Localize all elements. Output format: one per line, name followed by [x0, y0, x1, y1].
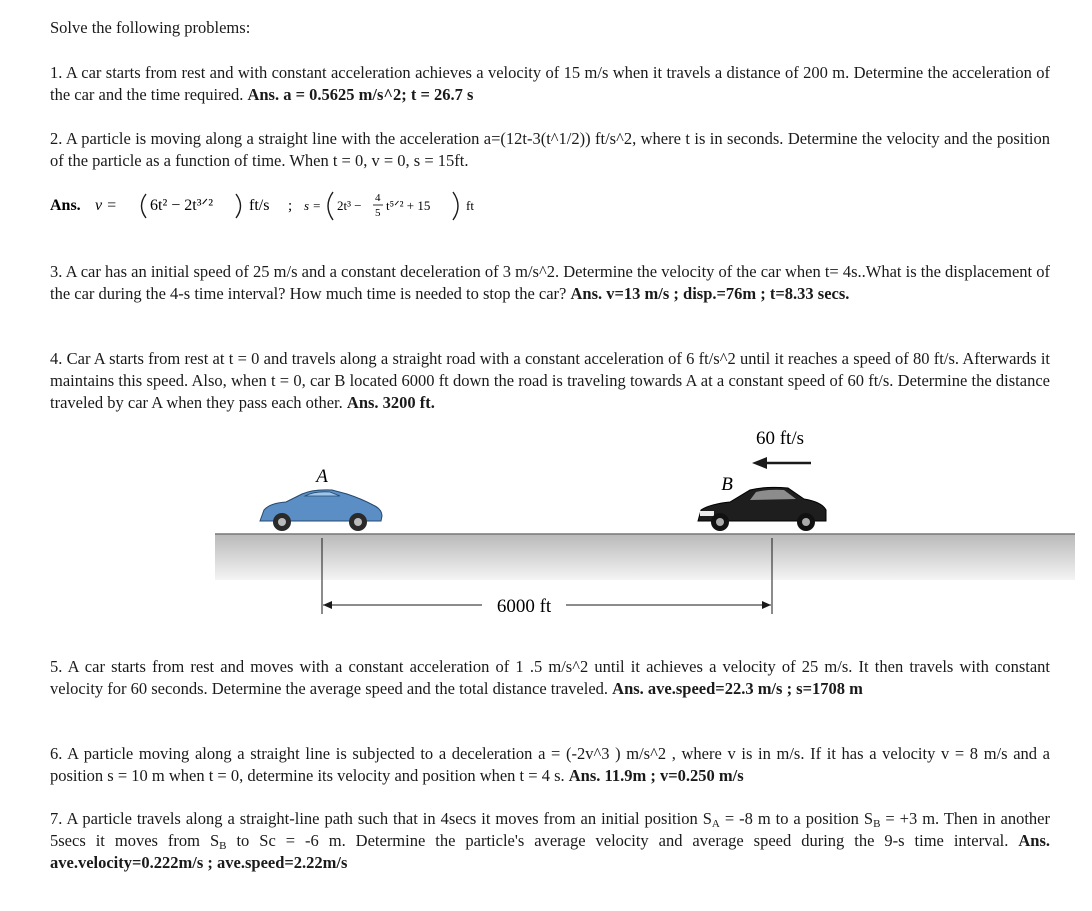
problem-1-text: 1. A car starts from rest and with constant acceleration achieves a velocity of 15 m/s when it travels a distance of 200 m. Determine the acceleration of the car and the time required.: [50, 63, 1050, 104]
problem-2: [50, 128, 1050, 172]
problem-3: [50, 261, 1050, 305]
problem-3-text: 3. A car has an initial speed of 25 m/s and a constant deceleration of 3 m/s^2. Determine the velocity of the car when t= 4s..What is the displacement of the car during the 4-s time interval? How much time is needed to stop the car?: [50, 262, 1050, 303]
label-a: A: [316, 466, 328, 487]
page-title: Solve the following problems:: [50, 18, 251, 37]
subscript-a: A: [711, 818, 720, 830]
problem-3-answer: Ans. v=13 m/s ; disp.=76m ; t=8.33 secs.: [570, 284, 850, 303]
problem-4: [50, 348, 1050, 414]
problem-4-answer: Ans. 3200 ft.: [346, 393, 435, 412]
eq-v-prefix: v =: [95, 197, 117, 214]
problem-7-text-b: = -8 m to a position S: [719, 809, 874, 828]
eq-s-prefix: s =: [304, 198, 322, 213]
problem-7-answer: Ans. ave.velocity=0.222m/s ; ave.speed=2.22m/s: [50, 831, 1050, 872]
distance-label: 6000 ft: [496, 596, 552, 617]
problem-1: [50, 62, 1050, 106]
velocity-arrow: [752, 457, 767, 469]
eq-separator: ;: [288, 198, 293, 214]
problem-5: [50, 656, 1050, 700]
speed-label: 60 ft/s: [755, 428, 805, 449]
problem-4-text: 4. Car A starts from rest at t = 0 and travels along a straight road with a constant acceleration of 6 ft/s^2 until it reaches a speed of 80 ft/s. Afterwards it maintains this speed. Also, when t = 0, car B located 6000 ft down the road is traveling towards A at a constant speed of 60 ft/s. Determine the distance traveled by car A when they pass each other.: [50, 349, 1050, 412]
problem-6: [50, 743, 1050, 787]
problem-7: [50, 808, 1050, 874]
eq-s-unit: ft: [466, 198, 474, 213]
problem-6-answer: Ans. 11.9m ; v=0.250 m/s: [568, 766, 744, 785]
eq-v-body: 6t² − 2t³ᐟ²: [150, 197, 214, 214]
problem-2-text: 2. A particle is moving along a straight line with the acceleration a=(12t-3(t^1/2)) ft/s^2, where t is in seconds. Determine the velocity and the position of the particle as a function of time. When t = 0, v = 0, s = 15ft.: [50, 129, 1050, 170]
subscript-b: B: [873, 818, 881, 830]
car-a-image: [260, 490, 382, 531]
label-b: B: [721, 474, 733, 495]
eq-s-den: 5: [375, 207, 381, 219]
eq-v-unit: ft/s: [249, 197, 270, 214]
eq-s-a: 2t³ −: [337, 198, 362, 213]
problem-7-text-c: = +3 m. Then in another 5secs it moves from S: [50, 809, 1050, 850]
problem-5-text: 5. A car starts from rest and moves with a constant acceleration of 1 .5 m/s^2 until it achieves a velocity of 25 m/s. It then travels with constant velocity for 60 seconds. Determine the average speed and the total distance traveled.: [50, 657, 1050, 698]
subscript-b-2: B: [219, 840, 227, 852]
eq-s-num: 4: [375, 192, 381, 204]
problem-7-text-d: to Sc = -6 m. Determine the particle's average velocity and average speed during the 9-s time interval.: [226, 831, 1009, 850]
car-b-image: [698, 487, 826, 531]
eq-s-b: t⁵ᐟ² + 15: [386, 198, 431, 213]
figure-cars: [210, 420, 1080, 630]
road-ground: [215, 534, 1075, 580]
problem-1-answer: Ans. a = 0.5625 m/s^2; t = 26.7 s: [247, 85, 474, 104]
problem-7-text-a: 7. A particle travels along a straight-line path such that in 4secs it moves from an initial position S: [50, 809, 712, 828]
answer-label: Ans.: [50, 197, 81, 214]
problem-5-answer: Ans. ave.speed=22.3 m/s ; s=1708 m: [612, 679, 863, 698]
problem-6-text: 6. A particle moving along a straight line is subjected to a deceleration a = (-2v^3 ) m/s^2 , where v is in m/s. If it has a velocity v = 8 m/s and a position s = 10 m when t = 0, determine its velocity and position when t = 4 s.: [50, 744, 1050, 785]
problem-2-answer-equation: [50, 186, 570, 226]
